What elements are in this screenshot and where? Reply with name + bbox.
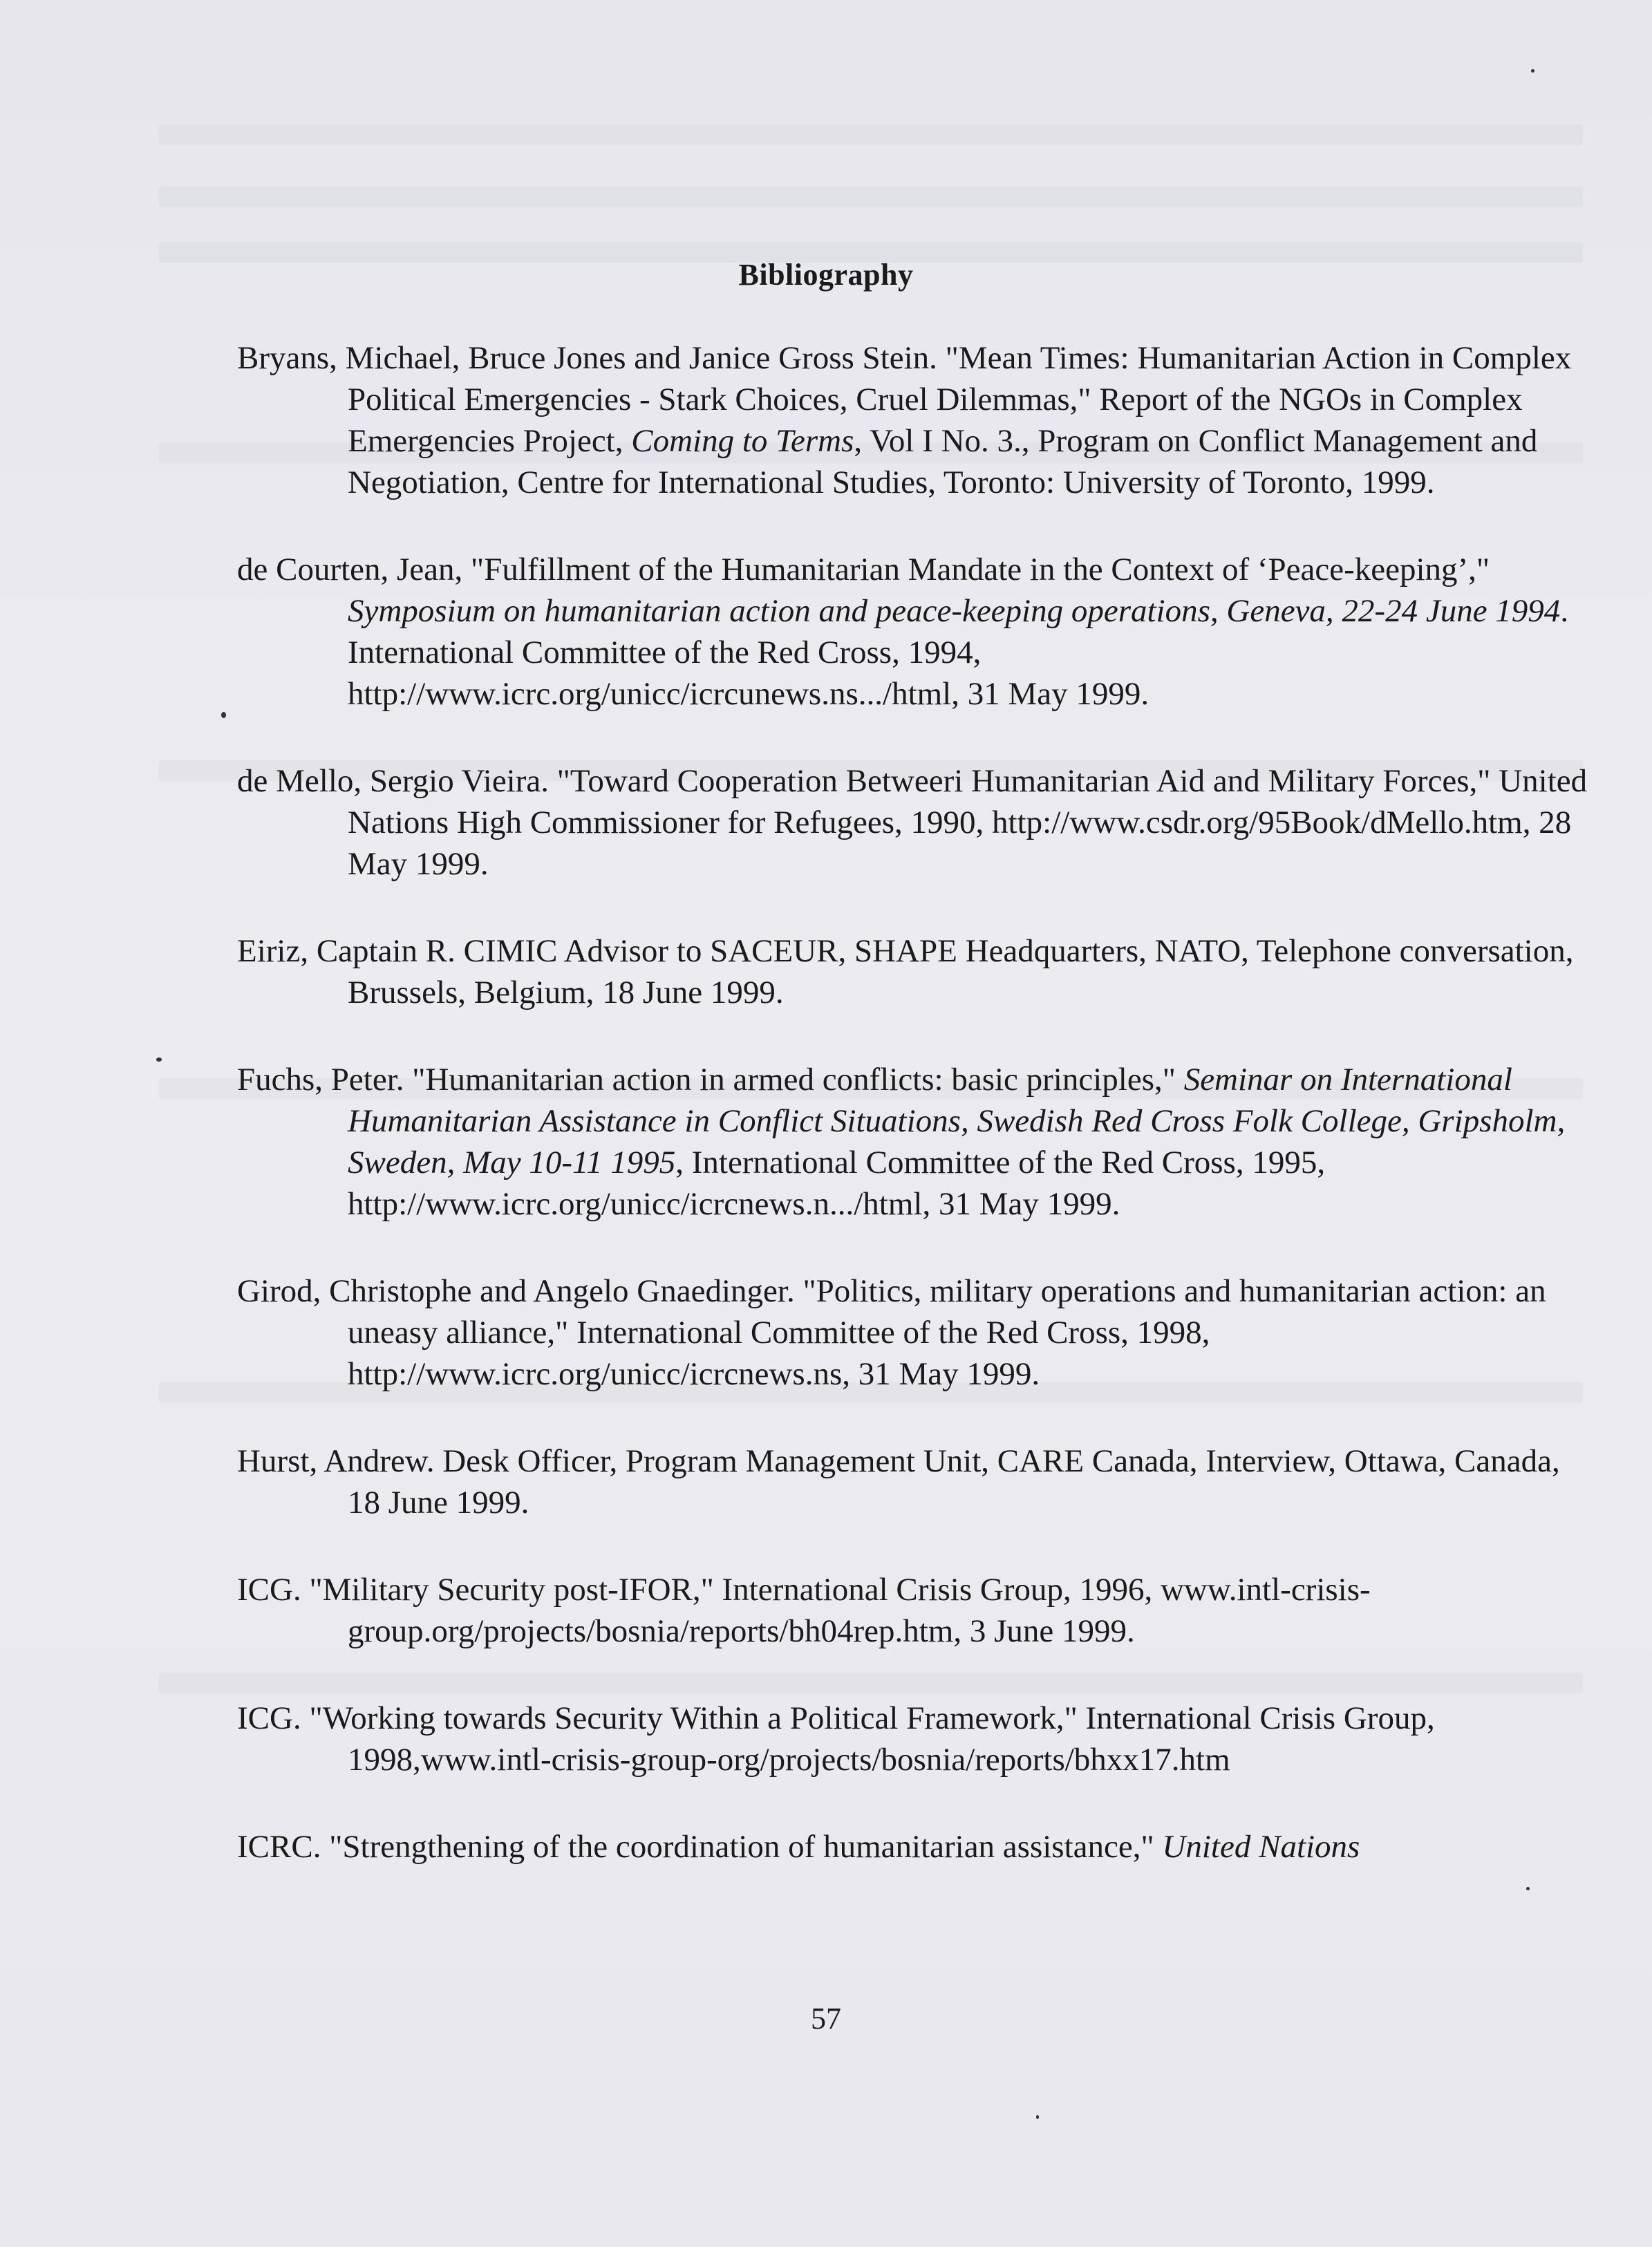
entry-text: , International Committee of the Red Cross, 1995, http://www.icrc.org/unicc/icrcnews.n.../html, 31 May 1999. xyxy=(348,1145,1326,1222)
bibliography-entry xyxy=(237,549,1592,715)
scan-speck xyxy=(1526,1887,1530,1890)
bibliography-list xyxy=(237,337,1592,1868)
page-title: Bibliography xyxy=(738,258,914,292)
entry-text: Hurst, Andrew. Desk Officer, Program Management Unit, CARE Canada, Interview, Ottawa, Canada, 18 June 1999. xyxy=(237,1443,1560,1521)
entry-text: . International Committee of the Red Cross, 1994, http://www.icrc.org/unicc/icrcunews.ns.../html, 31 May 1999. xyxy=(348,593,1569,712)
entry-text: ICRC. "Strengthening of the coordination of humanitarian assistance," xyxy=(237,1829,1163,1865)
entry-text: Fuchs, Peter. "Humanitarian action in armed conflicts: basic principles," xyxy=(237,1062,1184,1098)
scan-speck xyxy=(1036,2115,1039,2119)
page-number: 57 xyxy=(811,2002,841,2036)
entry-text: de Courten, Jean, "Fulfillment of the Humanitarian Mandate in the Context of ‘Peace-keeping’," xyxy=(237,552,1490,587)
entry-italic-title: Coming to Terms xyxy=(631,423,854,459)
bibliography-entry xyxy=(237,1698,1592,1780)
scan-speck xyxy=(221,712,226,718)
entry-text: Girod, Christophe and Angelo Gnaedinger. "Politics, military operations and humanitarian action: an uneasy alliance," International Committee of the Red Cross, 1998, http://www.icrc.org/unicc/icrcnews.ns, 31 May 1999. xyxy=(237,1273,1546,1392)
entry-italic-title: Seminar on International Humanitarian Assistance in Conflict Situations, Swedish Red Cross Folk College, Gripsholm, Sweden, May 10-11 1995 xyxy=(348,1062,1566,1181)
bibliography-entry xyxy=(237,1270,1592,1395)
show-through-texture xyxy=(159,124,1583,145)
show-through-texture xyxy=(159,187,1583,207)
bibliography-entry xyxy=(237,337,1592,503)
entry-text: ICG. "Military Security post-IFOR," International Crisis Group, 1996, www.intl-crisis-group.org/projects/bosnia/reports/bh04rep.htm, 3 June 1999. xyxy=(237,1572,1371,1649)
bibliography-entry xyxy=(237,760,1592,885)
bibliography-entry xyxy=(237,1440,1592,1523)
bibliography-entry xyxy=(237,1569,1592,1652)
scan-speck xyxy=(156,1057,162,1062)
entry-text: , Vol I No. 3., Program on Conflict Management and Negotiation, Centre for International Studies, Toronto: University of Toronto, 1999. xyxy=(348,423,1538,500)
bibliography-entry xyxy=(237,930,1592,1013)
entry-italic-title: United Nations xyxy=(1162,1829,1360,1865)
scan-speck xyxy=(1531,69,1534,73)
bibliography-entry xyxy=(237,1059,1592,1225)
entry-text: Eiriz, Captain R. CIMIC Advisor to SACEUR, SHAPE Headquarters, NATO, Telephone conversation, Brussels, Belgium, 18 June 1999. xyxy=(237,933,1574,1010)
entry-text: ICG. "Working towards Security Within a Political Framework," International Crisis Group, 1998,www.intl-crisis-group-org/projects/bosnia/reports/bhxx17.htm xyxy=(237,1700,1435,1778)
entry-text: Bryans, Michael, Bruce Jones and Janice Gross Stein. "Mean Times: Humanitarian Action in Complex Political Emergencies - Stark Choices, Cruel Dilemmas," Report of the NGOs in Complex Emergencies Project, xyxy=(237,340,1572,459)
entry-text: de Mello, Sergio Vieira. "Toward Cooperation Betweeri Humanitarian Aid and Military Forces," United Nations High Commissioner for Refugees, 1990, http://www.csdr.org/95Book/dMello.htm, 28 May 1999. xyxy=(237,763,1588,882)
bibliography-entry xyxy=(237,1826,1592,1868)
entry-italic-title: Symposium on humanitarian action and peace-keeping operations, Geneva, 22-24 June 1994 xyxy=(348,593,1561,629)
